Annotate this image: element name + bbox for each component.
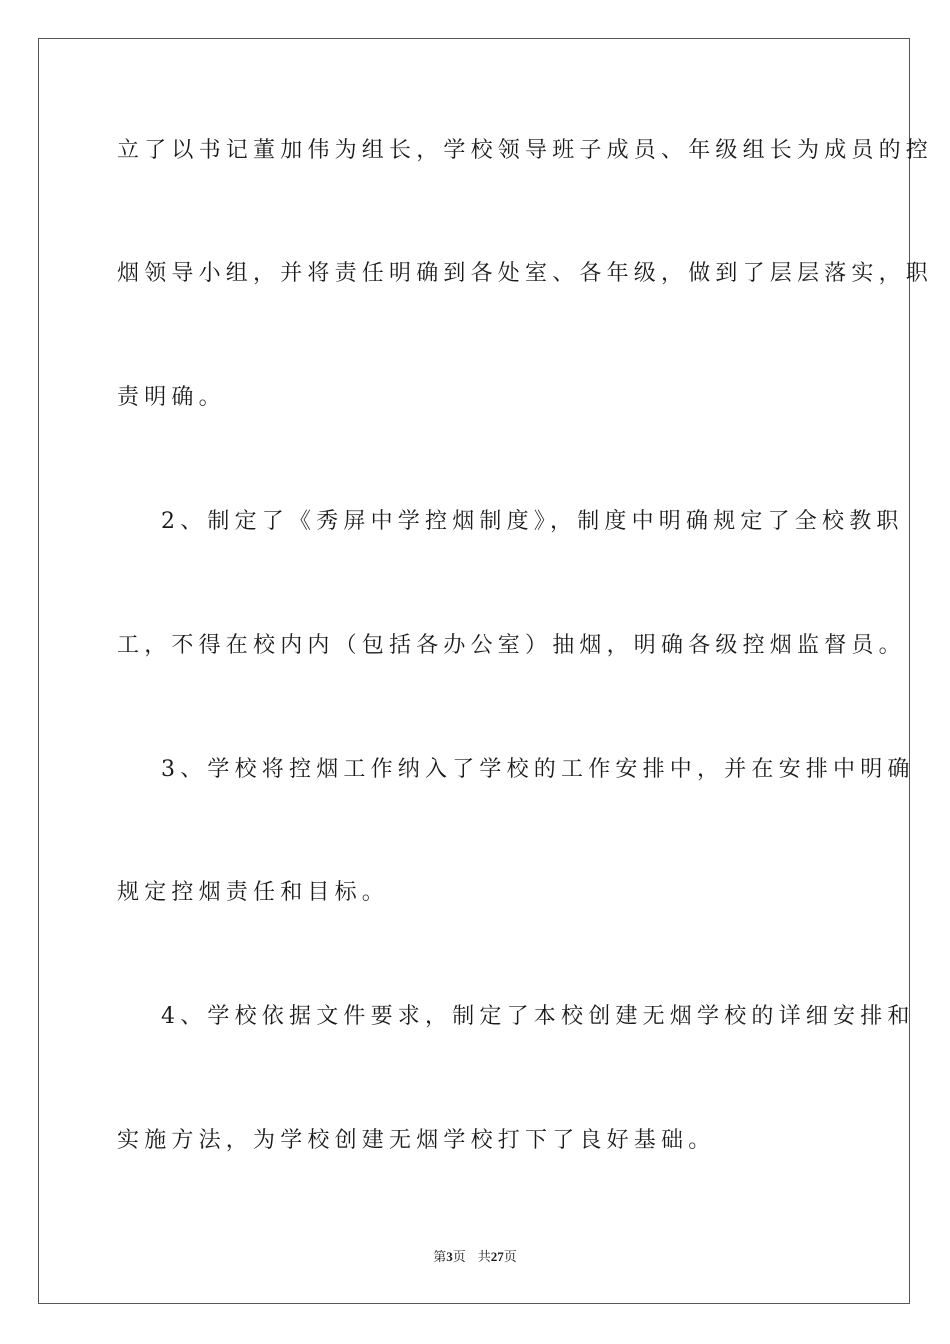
paragraph-3-line-2: 规定控烟责任和目标。 bbox=[117, 880, 390, 905]
paragraph-2-line-1: 2、制定了《秀屏中学控烟制度》，制度中明确规定了全校教职 bbox=[161, 509, 904, 534]
page-frame bbox=[38, 38, 934, 1304]
page-footer bbox=[0, 1248, 950, 1266]
paragraph-4-line-2: 实施方法，为学校创建无烟学校打下了良好基础。 bbox=[117, 1128, 716, 1153]
page-number: 3 bbox=[446, 1249, 453, 1264]
total-prefix: 共 bbox=[477, 1249, 491, 1264]
total-pages: 27 bbox=[490, 1249, 504, 1264]
paragraph-4-line-1: 4、学校依据文件要求，制定了本校创建无烟学校的详细安排和 bbox=[161, 1004, 915, 1029]
body-line-1: 立了以书记董加伟为组长，学校领导班子成员、年级组长为成员的控 bbox=[117, 138, 934, 163]
body-line-3: 责明确。 bbox=[117, 385, 226, 410]
paragraph-3-line-1: 3、学校将控烟工作纳入了学校的工作安排中，并在安排中明确 bbox=[161, 757, 915, 782]
body-line-2: 烟领导小组，并将责任明确到各处室、各年级，做到了层层落实，职 bbox=[117, 261, 934, 286]
page-suffix: 页 bbox=[452, 1249, 466, 1264]
page-prefix: 第 bbox=[433, 1249, 447, 1264]
total-suffix: 页 bbox=[503, 1249, 517, 1264]
paragraph-2-line-2: 工，不得在校内内（包括各办公室）抽烟，明确各级控烟监督员。 bbox=[117, 633, 906, 658]
